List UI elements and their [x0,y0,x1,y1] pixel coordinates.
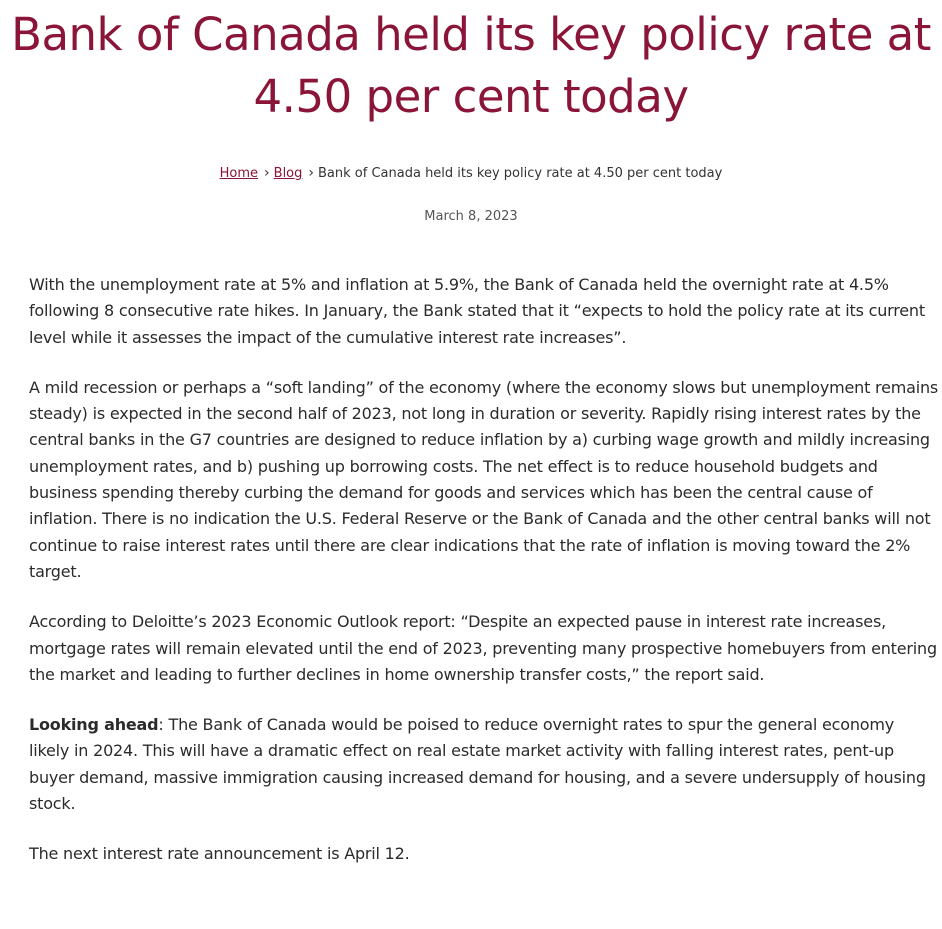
article-body [29,272,939,892]
article-paragraph-3: According to Deloitte’s 2023 Economic Outlook report: “Despite an expected pause in interest rate increases, mortgage rates will remain elevated until the end of 2023, preventing many prospective homebuyers from entering the market and leading to further declines in home ownership transfer costs,” the report said. [29,612,937,684]
breadcrumb-current: Bank of Canada held its key policy rate at 4.50 per cent today [318,166,723,181]
article-paragraph-1: With the unemployment rate at 5% and inflation at 5.9%, the Bank of Canada held the overnight rate at 4.5% following 8 consecutive rate hikes. In January, the Bank stated that it “expects to hold the policy rate at its current level while it assesses the impact of the cumulative interest rate increases”. [29,275,925,347]
article-paragraph-5: The next interest rate announcement is April 12. [29,844,410,864]
looking-ahead-text: : The Bank of Canada would be poised to reduce overnight rates to spur the general economy likely in 2024. This will have a dramatic effect on real estate market activity with falling interest rates, pent-up buyer demand, massive immigration causing increased demand for housing, and a severe undersupply of housing stock. [29,715,926,814]
article-paragraph-2: A mild recession or perhaps a “soft landing” of the economy (where the economy slows but unemployment remains steady) is expected in the second half of 2023, not long in duration or severity. Rapidly rising interest rates by the central banks in the G7 countries are designed to reduce inflation by a) curbing wage growth and mildly increasing unemployment rates, and b) pushing up borrowing costs. The net effect is to reduce household budgets and business spending thereby curbing the demand for goods and services which has been the central cause of inflation. There is no indication the U.S. Federal Reserve or the Bank of Canada and the other central banks will not continue to raise interest rates until there are clear indications that the rate of inflation is moving toward the 2% target. [29,377,939,581]
chevron-right-icon: › [308,165,315,181]
looking-ahead-heading: Looking ahead [29,715,159,735]
page-title: Bank of Canada held its key policy rate at 4.50 per cent today [11,8,931,123]
breadcrumb [0,163,942,184]
post-date: March 8, 2023 [424,209,518,224]
chevron-right-icon: › [264,165,270,181]
article-paragraph-4 [29,712,939,817]
breadcrumb-blog-link[interactable]: Blog [273,166,303,181]
breadcrumb-home-link[interactable]: Home [219,166,259,181]
